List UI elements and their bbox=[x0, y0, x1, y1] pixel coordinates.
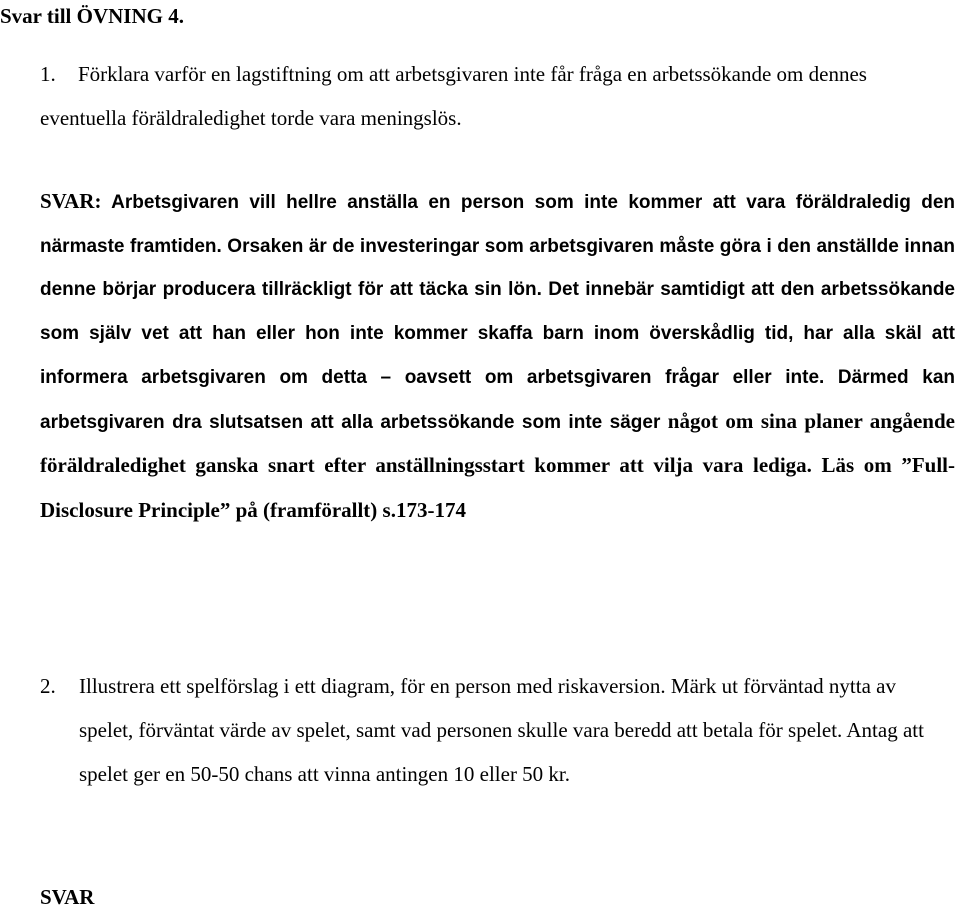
answer-1-label: SVAR: bbox=[40, 189, 102, 213]
question-1-text: Förklara varför en lagstiftning om att arbetsgivaren inte får fråga en arbetssökande om dennes eventuella föräldraledighet torde vara meningslös. bbox=[40, 62, 867, 130]
question-2-number: 2. bbox=[40, 674, 56, 698]
document-title: Svar till ÖVNING 4. bbox=[0, 4, 184, 28]
question-1-number: 1. bbox=[40, 62, 56, 86]
answer-1-body: Arbetsgivaren vill hellre anställa en person som inte kommer att vara föräldraledig den närmaste framtiden. Orsaken är de investeringar som arbetsgivaren måste göra i den anställde innan denne börjar producera tillräckligt för att täcka sin lön. Det innebär samtidigt att den arbetssökande som själv vet att han eller hon inte kommer skaffa barn inom överskådlig tid, har alla skäl att informera arbetsgivaren om detta – oavsett om arbetsgivaren frågar eller inte. Därmed kan arbetsgivaren dra slutsatsen att alla arbetssökande som inte säger bbox=[40, 192, 955, 433]
question-2-text: Illustrera ett spelförslag i ett diagram, för en person med riskaversion. Märk ut förväntad nytta av spelet, förväntat värde av spelet, samt vad personen skulle vara beredd att betala för spelet. Antag att spelet ger en 50-50 chans att vinna antingen 10 eller 50 kr. bbox=[79, 674, 924, 786]
answer-1 bbox=[40, 180, 955, 534]
answer-2-label: SVAR bbox=[40, 885, 95, 909]
answer-1-tail: något om sina planer angående föräldraledighet ganska snart efter anställningsstart kommer att vilja vara lediga. Läs om ”Full-Disclosure Principle” på (framförallt) s.173-174 bbox=[40, 408, 955, 522]
